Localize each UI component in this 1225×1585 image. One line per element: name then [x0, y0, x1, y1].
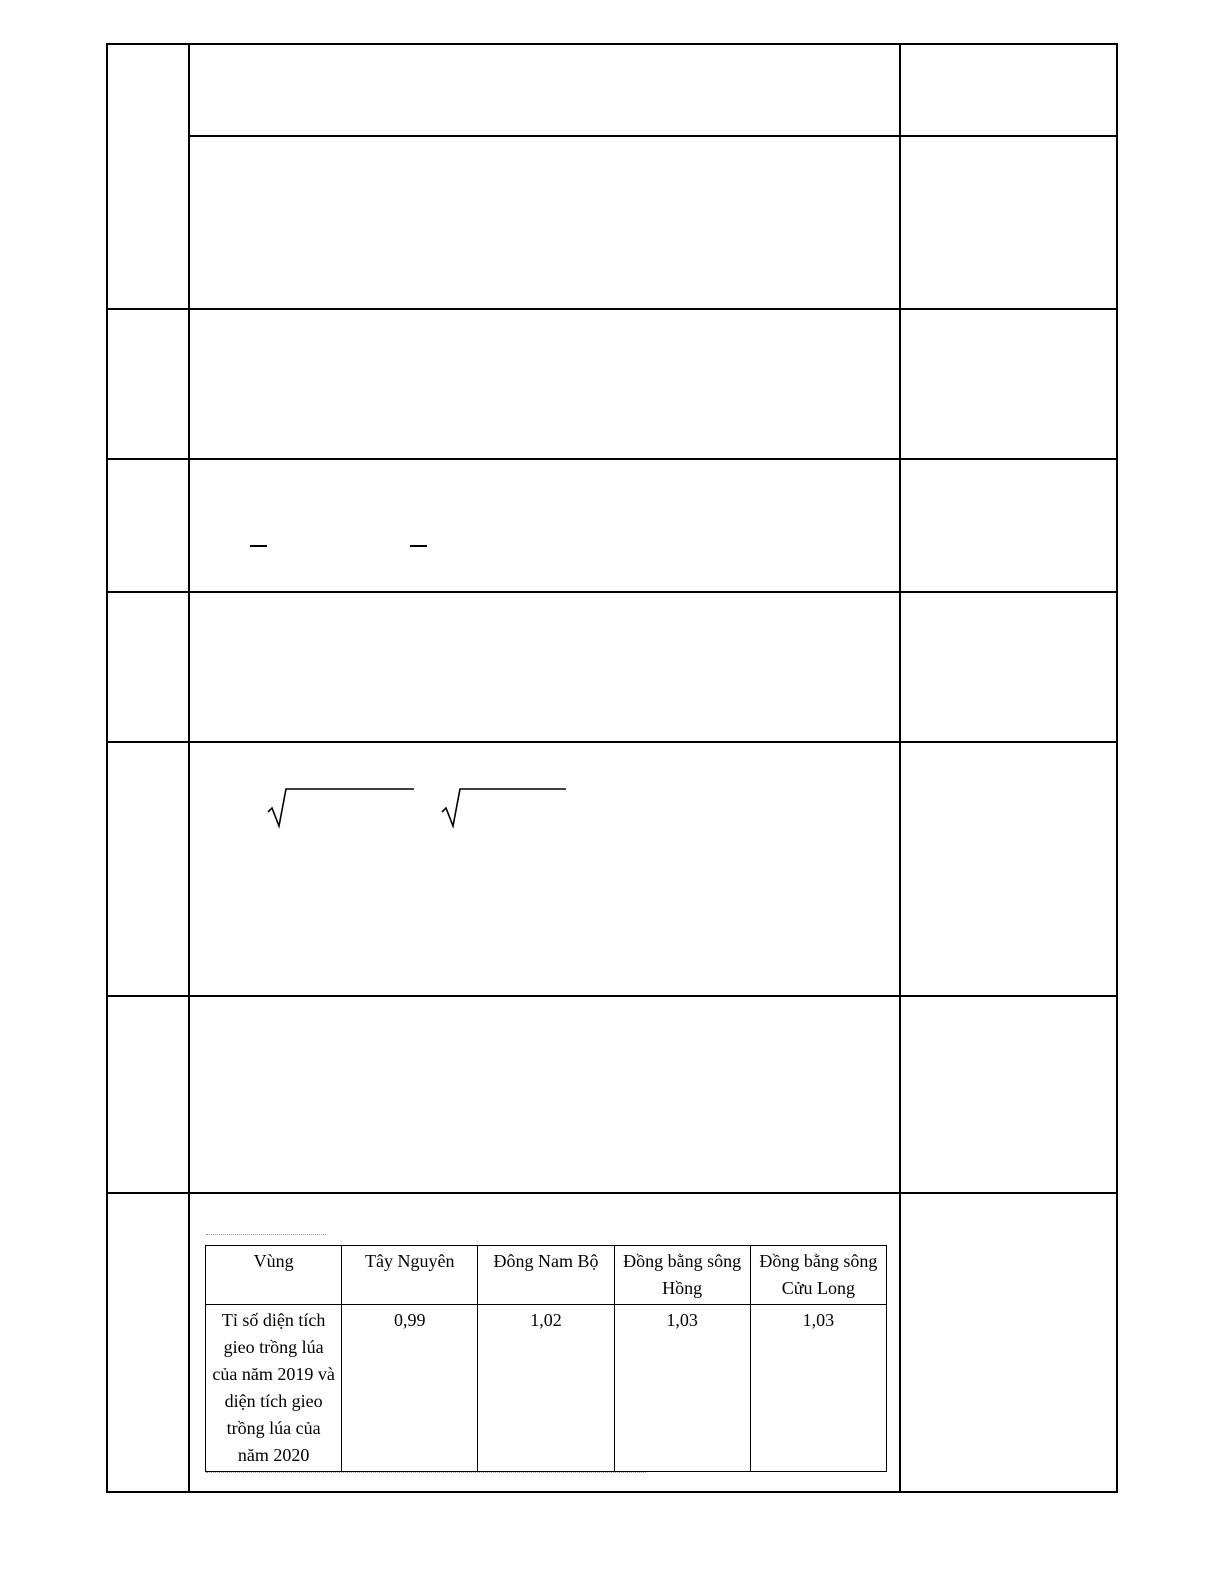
table-row: [206, 1305, 887, 1472]
row-divider: [108, 458, 1116, 460]
table-header-row: [206, 1246, 887, 1305]
row-divider: [108, 995, 1116, 997]
cropped-text-remnant: [206, 1472, 646, 1473]
header-cell-dbs-cuu-long: Đồng bằng sông Cửu Long: [750, 1246, 886, 1305]
row-label: Tỉ số diện tích gieo trồng lúa của năm 2019 và diện tích gieo trồng lúa của năm 2020: [206, 1305, 342, 1472]
header-cell-tay-nguyen: Tây Nguyên: [342, 1246, 478, 1305]
fraction-bar: [250, 545, 267, 547]
cropped-text-remnant: [206, 1234, 326, 1235]
row-divider: [108, 1192, 1116, 1194]
row-divider: [108, 308, 1116, 310]
header-cell-dong-nam-bo: Đông Nam Bộ: [478, 1246, 614, 1305]
square-root-sign: [266, 786, 416, 830]
sub-row-divider: [188, 135, 1116, 137]
column-divider: [188, 45, 190, 1491]
column-divider: [899, 45, 901, 1491]
row-divider: [108, 741, 1116, 743]
header-cell-dbs-hong: Đồng bằng sông Hồng: [614, 1246, 750, 1305]
value-cell: 1,03: [614, 1305, 750, 1472]
fraction-bar: [410, 545, 427, 547]
row-divider: [108, 591, 1116, 593]
value-cell: 0,99: [342, 1305, 478, 1472]
rice-area-ratio-table: [205, 1245, 887, 1472]
value-cell: 1,03: [750, 1305, 886, 1472]
header-cell-region: Vùng: [206, 1246, 342, 1305]
square-root-sign: [440, 786, 568, 830]
value-cell: 1,02: [478, 1305, 614, 1472]
